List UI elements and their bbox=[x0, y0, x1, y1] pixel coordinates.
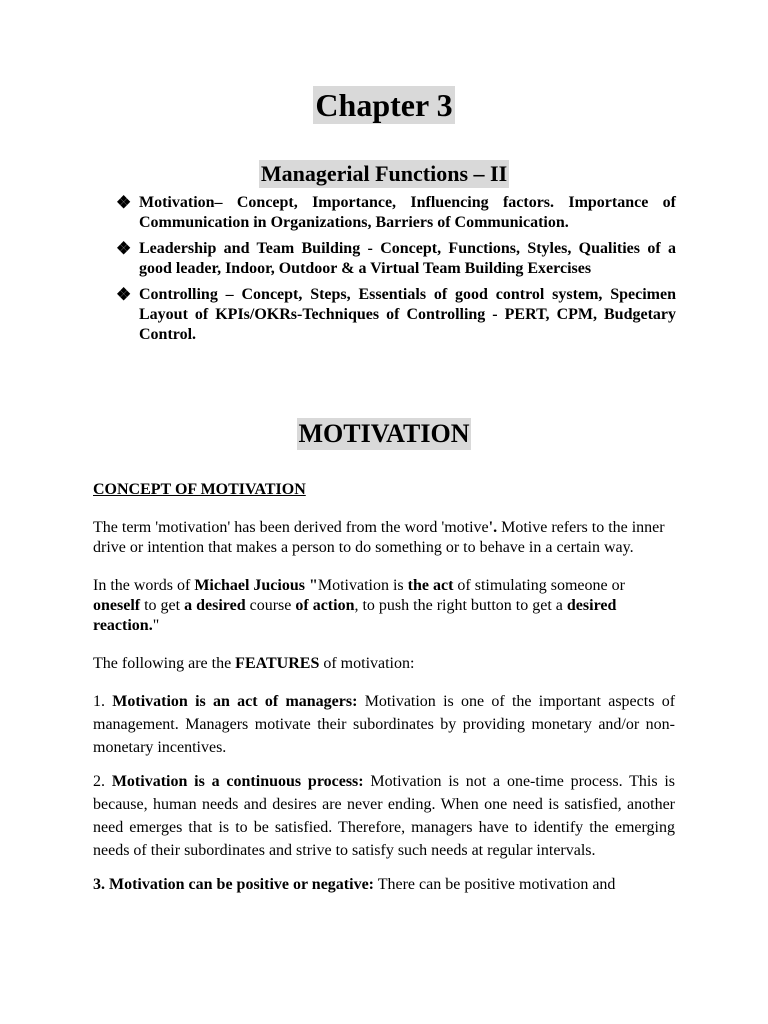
section-title-text: Managerial Functions – II bbox=[260, 161, 508, 186]
diamond-bullet-icon: ❖ bbox=[116, 239, 132, 258]
concept-heading: CONCEPT OF MOTIVATION bbox=[93, 481, 306, 498]
feature-title: Motivation is an act of managers: bbox=[112, 693, 358, 710]
feature-title: Motivation can be positive or negative: bbox=[109, 876, 375, 893]
feature-item bbox=[93, 770, 675, 862]
definition-quote: '. bbox=[488, 519, 498, 536]
topic-list bbox=[116, 193, 676, 351]
quote-text: course bbox=[245, 597, 296, 614]
quote-text: , to push the right button to get a bbox=[354, 597, 567, 614]
topic-item bbox=[116, 193, 676, 233]
diamond-bullet-icon: ❖ bbox=[116, 285, 132, 304]
features-intro bbox=[93, 654, 675, 674]
features-intro-text: The following are the bbox=[93, 655, 236, 672]
topic-text: Motivation– Concept, Importance, Influencing factors. Importance of Communication in Organizations, Barriers of Communication. bbox=[139, 194, 676, 231]
quote-emphasis: of action bbox=[295, 597, 355, 614]
motivation-content bbox=[93, 480, 675, 907]
features-intro-text: of motivation: bbox=[319, 655, 415, 672]
feature-number: 3. bbox=[93, 876, 109, 893]
features-keyword: FEATURES bbox=[235, 655, 320, 672]
chapter-title bbox=[0, 86, 768, 124]
quote-emphasis: a desired bbox=[184, 597, 246, 614]
feature-item bbox=[93, 873, 675, 896]
topic-text: Controlling – Concept, Steps, Essentials of good control system, Specimen Layout of KPIs/OKRs-Techniques of Controlling - PERT, CPM, Budgetary Control. bbox=[139, 286, 676, 343]
motivation-heading-text: MOTIVATION bbox=[298, 419, 470, 448]
topic-item bbox=[116, 239, 676, 279]
chapter-title-text: Chapter 3 bbox=[315, 87, 453, 123]
definition-text-cont: Motive refers to the inner drive or intention that makes a person to do something or to behave in a certain way. bbox=[93, 519, 665, 556]
quote-emphasis: desired reaction. bbox=[93, 597, 617, 634]
feature-item bbox=[93, 690, 675, 759]
topic-item bbox=[116, 285, 676, 345]
quote-emphasis: oneself bbox=[93, 597, 141, 614]
diamond-bullet-icon: ❖ bbox=[116, 193, 132, 212]
feature-title: Motivation is a continuous process: bbox=[111, 773, 364, 790]
definition-paragraph bbox=[93, 518, 675, 558]
quote-paragraph bbox=[93, 576, 675, 636]
quote-text: of stimulating someone or bbox=[453, 577, 625, 594]
quote-emphasis: the act bbox=[407, 577, 454, 594]
definition-text: The term 'motivation' has been derived from the word 'motive bbox=[93, 519, 489, 536]
feature-text: Motivation is one of the important aspects of management. Managers motivate their subordinates by providing monetary and/or non-monetary incentives. bbox=[93, 693, 676, 756]
topic-text: Leadership and Team Building - Concept, Functions, Styles, Qualities of a good leader, Indoor, Outdoor & a Virtual Team Building Exercises bbox=[139, 240, 676, 277]
motivation-heading bbox=[0, 418, 768, 450]
feature-text: There can be positive motivation and bbox=[374, 876, 616, 893]
feature-text: Motivation is not a one-time process. This is because, human needs and desires are never ending. When one need is satisfied, another need emerges that is to be satisfied. Therefore, managers have to identify the emerging needs of their subordinates and strive to satisfy such needs at regular intervals. bbox=[93, 773, 676, 859]
quote-text: to get bbox=[140, 597, 185, 614]
feature-number: 2. bbox=[93, 773, 112, 790]
section-title bbox=[0, 160, 768, 188]
quote-author: Michael Jucious " bbox=[194, 577, 318, 594]
quote-text: " bbox=[152, 617, 160, 634]
quote-text: In the words of bbox=[93, 577, 195, 594]
feature-number: 1. bbox=[93, 693, 113, 710]
quote-text: Motivation is bbox=[317, 577, 408, 594]
